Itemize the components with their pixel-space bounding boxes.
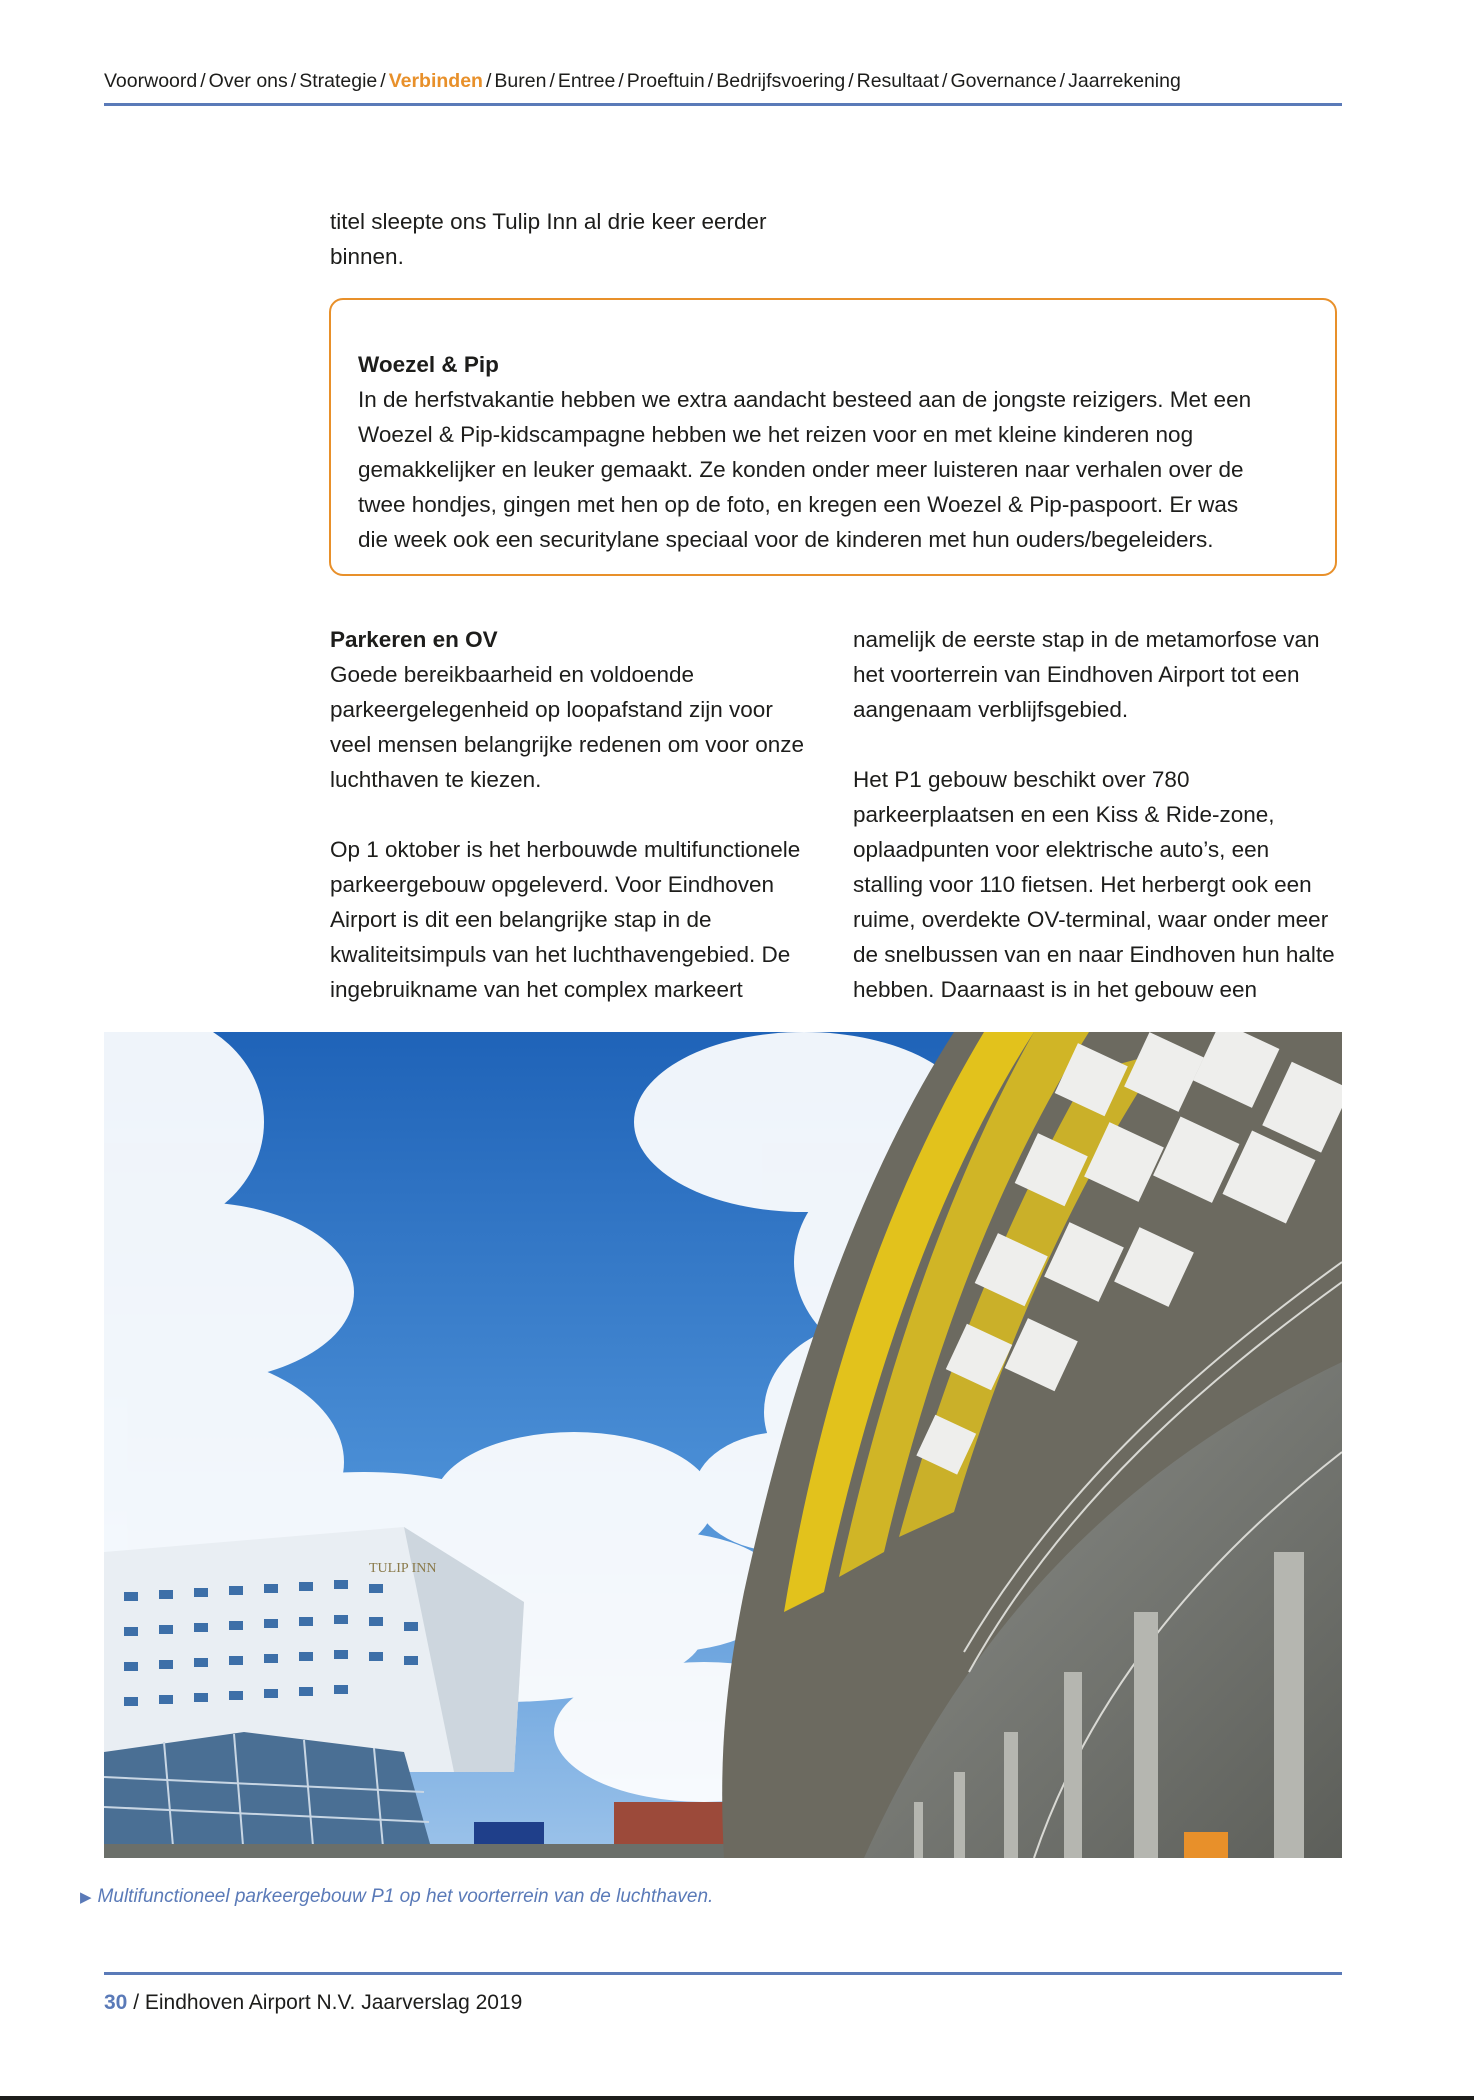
nav-separator: / [485,70,492,92]
text-line: ingebruikname van het complex markeert [330,977,743,1002]
box-line: die week ook een securitylane speciaal voor de kinderen met hun ouders/begeleiders. [358,527,1214,552]
nav-over-ons[interactable]: Over ons [208,70,288,92]
column-right [853,622,1353,1007]
text-line: het voorterrein van Eindhoven Airport tot een [853,662,1300,687]
nav-proeftuin[interactable]: Proeftuin [626,70,705,92]
nav-separator: / [200,70,206,92]
box-line: In de herfstvakantie hebben we extra aandacht besteed aan de jongste reizigers. Met een [358,387,1252,412]
nav-separator: / [380,70,386,92]
intro-paragraph [330,204,850,274]
nav-separator: / [848,70,854,92]
nav-governance[interactable]: Governance [950,70,1057,92]
page-number: 30 [104,1991,128,2014]
text-line: parkeergelegenheid op loopafstand zijn voor [330,697,773,722]
photo-caption [80,1884,713,1911]
nav-buren[interactable]: Buren [494,70,547,92]
text-line: kwaliteitsimpuls van het luchthavengebied. De [330,942,791,967]
box-line: gemakkelijker en leuker gemaakt. Ze konden onder meer luisteren naar verhalen over de [358,457,1244,482]
nav-separator: / [618,70,624,92]
page-footer [104,1989,522,2017]
text-line: Het P1 gebouw beschikt over 780 [853,767,1190,792]
text-line: aangenaam verblijfsgebied. [853,697,1129,722]
box-line: twee hondjes, gingen met hen op de foto, en kregen een Woezel & Pip-paspoort. Er was [358,492,1239,517]
section-title: Parkeren en OV [330,627,498,652]
nav-jaarrekening[interactable]: Jaarrekening [1068,70,1181,92]
text-line: namelijk de eerste stap in de metamorfose van [853,627,1320,652]
header-rule [104,103,1342,106]
photo-illustration [104,1032,1342,1858]
nav-separator: / [707,70,714,92]
text-line: Airport is dit een belangrijke stap in de [330,907,712,932]
text-line: veel mensen belangrijke redenen om voor onze [330,732,805,757]
sign-board [1184,1832,1228,1858]
box-line: Woezel & Pip-kidscampagne hebben we het reizen voor en met kleine kinderen nog [358,422,1194,447]
nav-bedrijfsvoering[interactable]: Bedrijfsvoering [716,70,846,92]
caption-arrow-icon: ▶ [80,1889,92,1906]
text-line: parkeergebouw opgeleverd. Voor Eindhoven [330,872,775,897]
text-line: hebben. Daarnaast is in het gebouw een [853,977,1258,1002]
nav-separator: / [549,70,555,92]
nav-separator: / [1059,70,1066,92]
nav-entree[interactable]: Entree [557,70,616,92]
parking-garage-photo [104,1032,1342,1858]
nav-voorwoord[interactable]: Voorwoord [104,70,198,92]
highlight-box [329,298,1337,576]
nav-separator: / [942,70,948,92]
chapter-navigation [104,68,1344,94]
text-line: ruime, overdekte OV-terminal, waar onder meer [853,907,1329,932]
nav-strategie[interactable]: Strategie [299,70,378,92]
caption-text: Multifunctioneel parkeergebouw P1 op het voorterrein van de luchthaven. [97,1886,714,1907]
nav-resultaat[interactable]: Resultaat [856,70,940,92]
text-line: de snelbussen van en naar Eindhoven hun halte [853,942,1335,967]
text-line: binnen. [330,244,404,269]
text-line: Goede bereikbaarheid en voldoende [330,662,695,687]
footer-title: / Eindhoven Airport N.V. Jaarverslag 2019 [133,1991,523,2014]
hotel-sign: TULIP INN [369,1561,437,1576]
text-line: luchthaven te kiezen. [330,767,542,792]
page-edge [0,2096,1474,2100]
text-line: Op 1 oktober is het herbouwde multifunctionele [330,837,801,862]
text-line: titel sleepte ons Tulip Inn al drie keer eerder [330,209,767,234]
text-line: stalling voor 110 fietsen. Het herbergt ook een [853,872,1312,897]
nav-verbinden-active[interactable]: Verbinden [388,70,483,92]
text-line: parkeerplaatsen en een Kiss & Ride-zone, [853,802,1275,827]
nav-separator: / [290,70,297,92]
column-left [330,622,830,1007]
text-line: oplaadpunten voor elektrische auto’s, een [853,837,1270,862]
footer-rule [104,1972,1342,1975]
box-title: Woezel & Pip [358,352,499,377]
